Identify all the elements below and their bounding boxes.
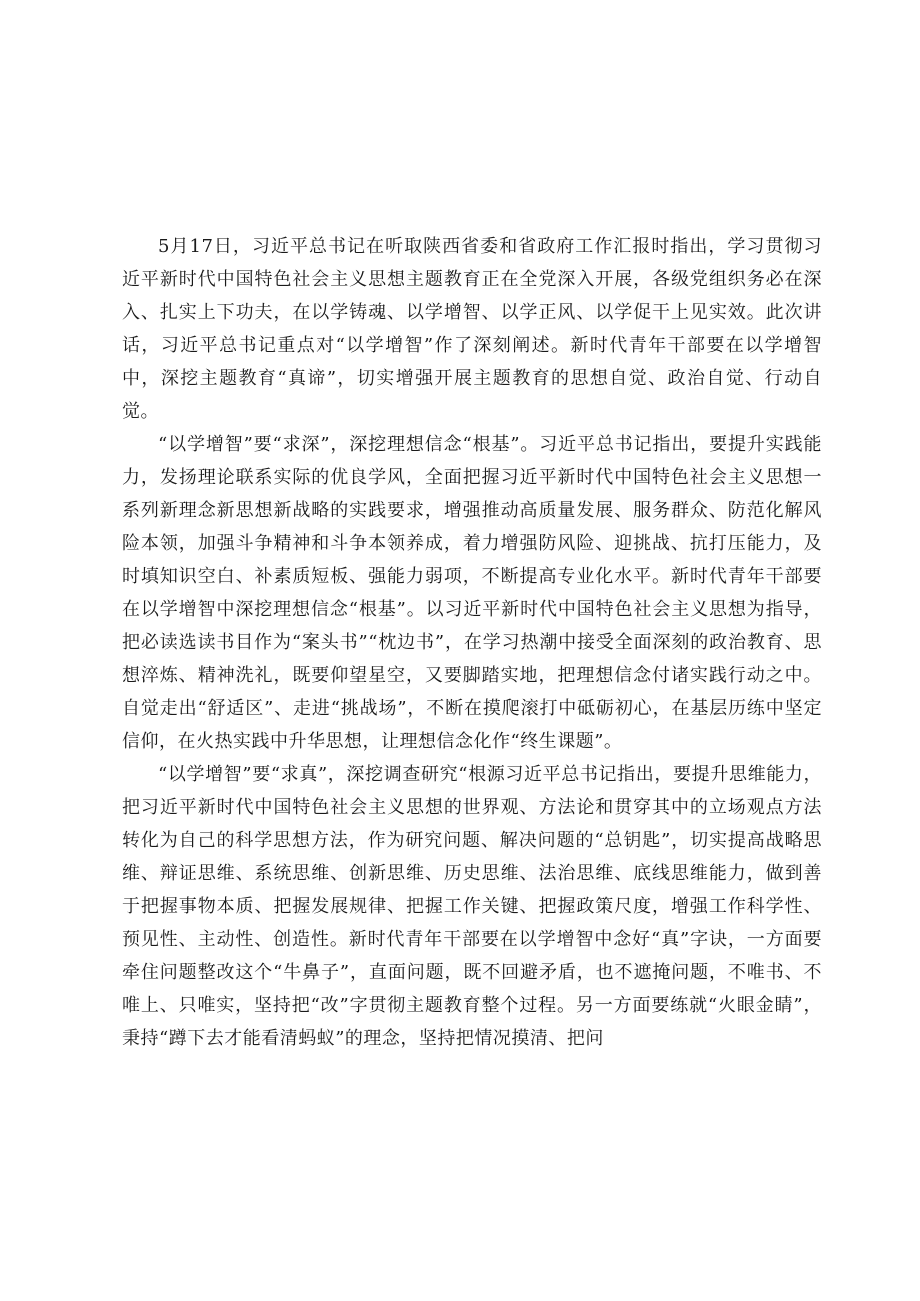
paragraph-seek-truth: “以学增智”要“求真”，深挖调查研究“根源习近平总书记指出，要提升思维能力，把习近平新时代中国特色社会主义思想的世界观、方法论和贯穿其中的立场观点方法转化为自己的科学思想方法，作为研究问题、解决问题的“总钥匙”，切实提高战略思维、辩证思维、系统思维、创新思维、历史思维、法治思维、底线思维能力，做到善于把握事物本质、把握发展规律、把握工作关键、把握政策尺度，增强工作科学性、预见性、主动性、创造性。新时代青年干部要在以学增智中念好“真”字诀，一方面要牵住问题整改这个“牛鼻子”，直面问题，既不回避矛盾，也不遮掩问题，不唯书、不唯上、只唯实，坚持把“改”字贯彻主题教育整个过程。另一方面要练就“火眼金睛”，秉持“蹲下去才能看清蚂蚁”的理念，坚持把情况摸清、把问 [122,764,822,1049]
paragraph-seek-depth: “以学增智”要“求深”，深挖理想信念“根基”。习近平总书记指出，要提升实践能力，发扬理论联系实际的优良学风，全面把握习近平新时代中国特色社会主义思想一系列新理念新思想新战略的实践要求，增强推动高质量发展、服务群众、防范化解风险本领，加强斗争精神和斗争本领养成，着力增强防风险、迎挑战、抗打压能力，及时填知识空白、补素质短板、强能力弱项，不断提高专业化水平。新时代青年干部要在以学增智中深挖理想信念“根基”。以习近平新时代中国特色社会主义思想为指导，把必读选读书目作为“案头书”“枕边书”，在学习热潮中接受全面深刻的政治教育、思想淬炼、精神洗礼，既要仰望星空，又要脚踏实地，把理想信念付诸实践行动之中。自觉走出“舒适区”、走进“挑战场”，不断在摸爬滚打中砥砺初心，在基层历练中坚定信仰，在火热实践中升华思想，让理想信念化作“终生课题”。 [122,434,822,752]
document-body [122,230,822,1055]
paragraph-intro: 5月17日，习近平总书记在听取陕西省委和省政府工作汇报时指出，学习贯彻习近平新时代中国特色社会主义思想主题教育正在全党深入开展，各级党组织务必在深入、扎实上下功夫，在以学铸魂、以学增智、以学正风、以学促干上见实效。此次讲话，习近平总书记重点对“以学增智”作了深刻阐述。新时代青年干部要在以学增智中，深挖主题教育“真谛”，切实增强开展主题教育的思想自觉、政治自觉、行动自觉。 [122,236,822,422]
